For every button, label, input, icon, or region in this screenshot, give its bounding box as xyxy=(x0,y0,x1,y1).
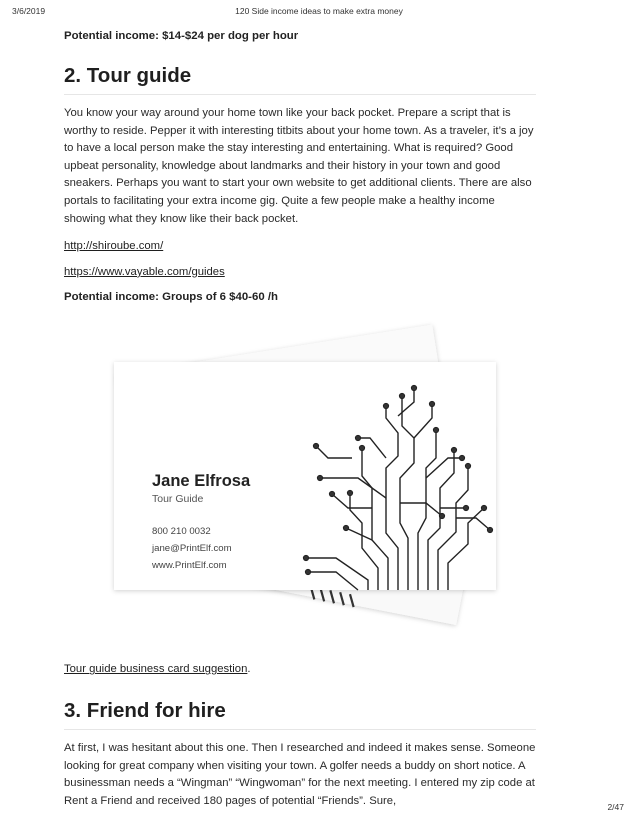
potential-income-dog: Potential income: $14-$24 per dog per hour xyxy=(64,30,299,42)
card-phone: 800 210 0032 xyxy=(152,526,211,537)
link-shiroube[interactable]: http://shiroube.com/ xyxy=(64,240,164,253)
print-date: 3/6/2019 xyxy=(12,6,46,16)
link-vayable[interactable]: https://www.vayable.com/guides xyxy=(64,265,225,278)
caption-period: . xyxy=(247,663,251,676)
business-card-image xyxy=(96,318,516,638)
card-email: jane@PrintElf.com xyxy=(152,543,232,554)
card-web: www.PrintElf.com xyxy=(152,560,227,571)
tour-guide-paragraph: You know your way around your home town like your back pocket. Prepare a script that is worthy to reside. Pepper it with interesting titbits about your home town. As a traveler, it’s a joy to have a local person make the stay interesting and entertaining. What is required? Good upbeat personality, knowledge about landmarks and their history in your town and good sneakers. Perhaps you want to start your own website to get additional clients. There are also portals to facilitating your extra income gig. Quite a few people make a healthy income showing what they know like their back pocket. xyxy=(64,107,534,225)
heading-friend-for-hire: 3. Friend for hire xyxy=(64,699,536,730)
front-card xyxy=(114,362,496,590)
print-title: 120 Side income ideas to make extra money xyxy=(235,6,403,16)
friend-paragraph: At first, I was hesitant about this one. Then I researched and indeed it makes sense. Someone looking for great company when visiting your town. A golfer needs a buddy on short notice. A businessman needs a “Wingman” “Wingwoman” for the next meeting. I entered my zip code at Rent a Friend and received 180 pages of potential “Friends”. Sure, xyxy=(64,741,536,807)
potential-income-tour: Potential income: Groups of 6 $40-60 /h xyxy=(64,291,278,304)
card-role: Tour Guide xyxy=(152,493,204,505)
heading-tour-guide: 2. Tour guide xyxy=(64,64,536,95)
business-card-svg xyxy=(96,318,516,638)
card-suggestion-link[interactable]: Tour guide business card suggestion xyxy=(64,663,248,676)
card-name: Jane Elfrosa xyxy=(152,472,251,490)
page-number: 2/47 xyxy=(607,802,624,812)
print-header xyxy=(12,6,626,18)
